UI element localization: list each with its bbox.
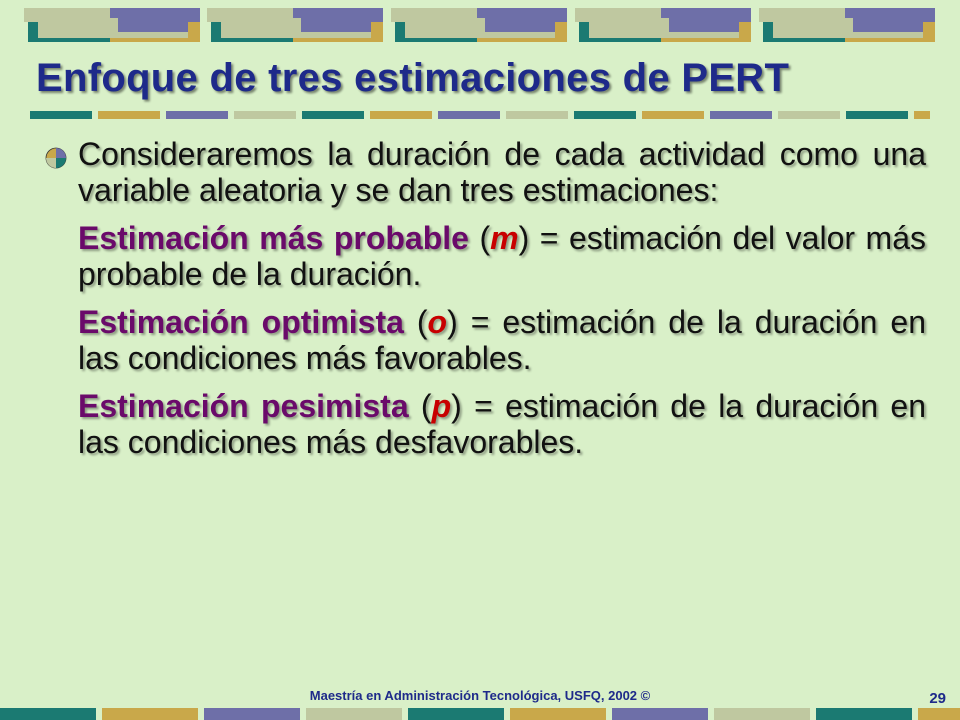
page-number: 29	[929, 690, 946, 707]
decoration-tile	[204, 708, 300, 720]
decoration-tile	[98, 111, 160, 119]
decoration-tile	[589, 32, 739, 38]
definition-text-pessimistic: = estimación de la duración en las condiciones más desfavorables.	[78, 388, 927, 460]
term-most-probable: Estimación más probable	[78, 220, 469, 256]
decoration-tile	[306, 708, 402, 720]
decoration-tile	[714, 708, 810, 720]
decoration-tile	[589, 18, 669, 32]
definition-text-most-probable: = estimación del valor más probable de la duración.	[78, 220, 927, 292]
decoration-tile	[914, 111, 930, 119]
decoration-tile	[102, 708, 198, 720]
decoration-tile	[221, 18, 301, 32]
footer-credit: Maestría en Administración Tecnológica, USFQ, 2002 ©	[309, 688, 651, 703]
term-optimistic: Estimación optimista	[78, 304, 404, 340]
decoration-tile	[166, 111, 228, 119]
symbol-p: p	[431, 388, 452, 424]
term-pessimistic: Estimación pesimista	[78, 388, 409, 424]
definition-optimistic: Estimación optimista (o) = estimación de la duración en las condiciones más favorables.	[78, 304, 927, 376]
decoration-tile	[669, 18, 739, 32]
decoration-tile	[405, 18, 485, 32]
decoration-tile	[846, 111, 908, 119]
decoration-tile	[918, 708, 960, 720]
decoration-tile	[301, 18, 371, 32]
intro-text: Consideraremos la duración de cada actividad como una variable aleatoria y se dan tres estimaciones:	[78, 136, 926, 208]
decoration-tile	[773, 32, 923, 38]
decoration-tile	[405, 32, 555, 38]
decoration-tile	[234, 111, 296, 119]
decoration-tile	[773, 18, 853, 32]
decoration-tile	[506, 111, 568, 119]
symbol-m: m	[490, 220, 519, 256]
decoration-tile	[574, 111, 636, 119]
symbol-o: o	[427, 304, 448, 340]
definition-most-probable: Estimación más probable (m) = estimación del valor más probable de la duración.	[78, 220, 927, 292]
decoration-tile	[642, 111, 704, 119]
bottom-decoration	[0, 708, 960, 720]
pie-bullet-icon	[44, 146, 68, 170]
decoration-tile	[485, 18, 555, 32]
decoration-tile	[816, 708, 912, 720]
top-decoration	[0, 6, 960, 48]
title-underline	[30, 111, 930, 119]
decoration-tile	[38, 32, 188, 38]
bullet-intro	[78, 136, 926, 208]
decoration-tile	[302, 111, 364, 119]
decoration-tile	[370, 111, 432, 119]
decoration-tile	[710, 111, 772, 119]
slide-title: Enfoque de tres estimaciones de PERT	[36, 56, 790, 100]
decoration-tile	[30, 111, 92, 119]
decoration-tile	[0, 708, 96, 720]
slide-body	[78, 136, 926, 472]
decoration-tile	[510, 708, 606, 720]
definition-pessimistic: Estimación pesimista (p) = estimación de la duración en las condiciones más desfavorables.	[78, 388, 927, 460]
decoration-tile	[853, 18, 923, 32]
decoration-tile	[118, 18, 188, 32]
decoration-tile	[38, 18, 118, 32]
decoration-tile	[438, 111, 500, 119]
decoration-tile	[221, 32, 371, 38]
decoration-tile	[612, 708, 708, 720]
decoration-tile	[408, 708, 504, 720]
definition-text-optimistic: = estimación de la duración en las condiciones más favorables.	[78, 304, 927, 376]
decoration-tile	[778, 111, 840, 119]
